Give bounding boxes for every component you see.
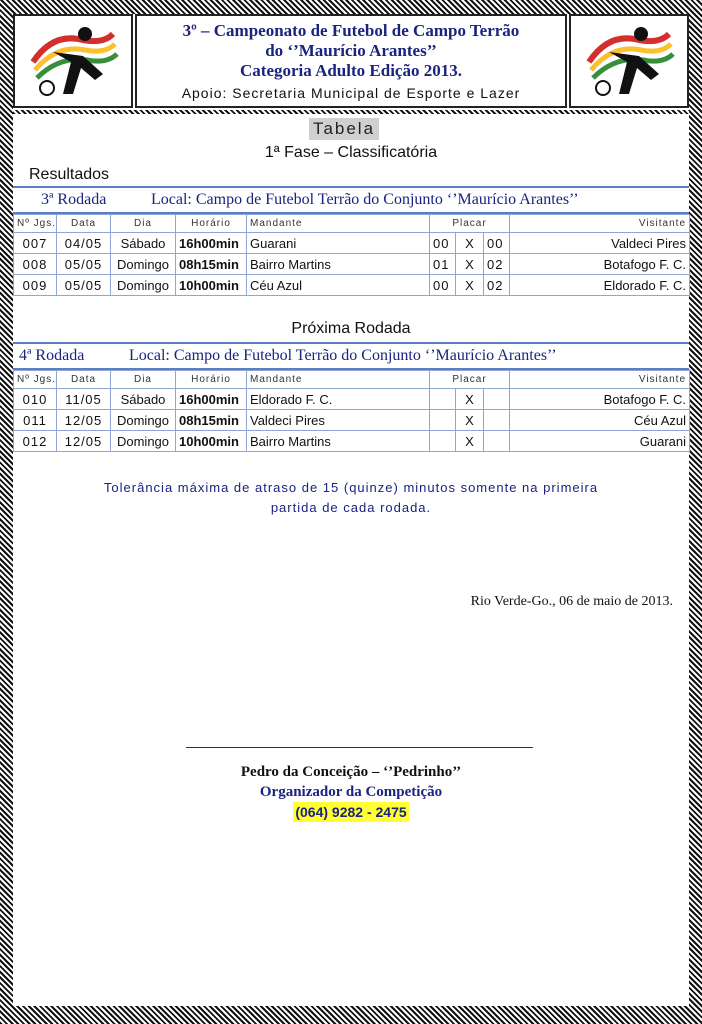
organizer-name: Pedro da Conceição – ‘’Pedrinho’’ [240, 764, 462, 780]
home-score: 00 [430, 275, 456, 296]
home-team: Bairro Martins [247, 431, 430, 452]
logo-left [13, 14, 133, 108]
round-header-4 [13, 342, 689, 370]
game-time: 10h00min [176, 431, 247, 452]
round-location: Local: Campo de Futebol Terrão do Conjunto ‘’Maurício Arantes’’ [151, 191, 579, 208]
game-day: Sábado [111, 389, 176, 410]
home-score [430, 431, 456, 452]
round-header-3 [13, 186, 689, 214]
col-header-score: Placar [430, 215, 510, 233]
col-header-date: Data [57, 215, 111, 233]
home-score [430, 410, 456, 431]
away-score [484, 431, 510, 452]
score-separator: X [456, 254, 484, 275]
game-date: 05/05 [57, 275, 111, 296]
title-line-2: do ‘’Maurício Arantes’’ [265, 41, 437, 60]
score-separator: X [456, 431, 484, 452]
game-time: 10h00min [176, 275, 247, 296]
away-score: 02 [484, 275, 510, 296]
away-score [484, 389, 510, 410]
round-name: 3ª Rodada [41, 191, 107, 208]
game-number: 011 [14, 410, 57, 431]
score-separator: X [456, 275, 484, 296]
game-number: 007 [14, 233, 57, 254]
game-number: 008 [14, 254, 57, 275]
game-date: 12/05 [57, 410, 111, 431]
round-name: 4ª Rodada [19, 347, 85, 364]
organizer-role: Organizador da Competição [259, 784, 443, 800]
home-team: Guarani [247, 233, 430, 254]
home-team: Valdeci Pires [247, 410, 430, 431]
results-label: Resultados [29, 166, 110, 183]
game-day: Domingo [111, 410, 176, 431]
header [13, 14, 689, 110]
championship-title [137, 21, 565, 81]
col-header-home: Mandante [247, 215, 430, 233]
col-header-home: Mandante [247, 371, 430, 389]
col-header-num: Nº Jgs. [14, 215, 57, 233]
tolerance-line-2: partida de cada rodada. [270, 500, 432, 515]
table-header-row [14, 371, 690, 389]
tolerance-notice [53, 478, 649, 518]
game-time: 16h00min [176, 233, 247, 254]
signature-block [13, 762, 689, 823]
home-team: Eldorado F. C. [247, 389, 430, 410]
home-team: Bairro Martins [247, 254, 430, 275]
col-header-time: Horário [176, 371, 247, 389]
game-date: 11/05 [57, 389, 111, 410]
title-line-1: 3º – Campeonato de Futebol de Campo Terrão [182, 21, 520, 40]
round-location: Local: Campo de Futebol Terrão do Conjunto ‘’Maurício Arantes’’ [129, 347, 557, 364]
header-separator [13, 110, 689, 114]
table-row [14, 389, 690, 410]
away-team: Botafogo F. C. [510, 254, 690, 275]
table-row [14, 233, 690, 254]
game-day: Domingo [111, 254, 176, 275]
game-number: 009 [14, 275, 57, 296]
game-number: 012 [14, 431, 57, 452]
tolerance-line-1: Tolerância máxima de atraso de 15 (quinze) minutos somente na primeira [103, 480, 599, 495]
col-header-score: Placar [430, 371, 510, 389]
away-team: Eldorado F. C. [510, 275, 690, 296]
game-day: Sábado [111, 233, 176, 254]
tabela-label: Tabela [309, 118, 379, 140]
table-row [14, 275, 690, 296]
score-separator: X [456, 389, 484, 410]
game-time: 16h00min [176, 389, 247, 410]
organizer-phone: (064) 9282 - 2475 [295, 804, 407, 820]
game-day: Domingo [111, 275, 176, 296]
game-number: 010 [14, 389, 57, 410]
col-header-day: Dia [111, 215, 176, 233]
away-team: Valdeci Pires [510, 233, 690, 254]
home-score: 00 [430, 233, 456, 254]
game-day: Domingo [111, 431, 176, 452]
col-header-num: Nº Jgs. [14, 371, 57, 389]
table-row [14, 431, 690, 452]
game-date: 04/05 [57, 233, 111, 254]
results-table [13, 214, 690, 296]
col-header-away: Visitante [510, 215, 690, 233]
away-team: Guarani [510, 431, 690, 452]
date-place: Rio Verde-Go., 06 de maio de 2013. [470, 594, 673, 609]
table-row [14, 410, 690, 431]
col-header-away: Visitante [510, 371, 690, 389]
schedule-table [13, 370, 690, 452]
away-score: 00 [484, 233, 510, 254]
game-time: 08h15min [176, 254, 247, 275]
game-date: 05/05 [57, 254, 111, 275]
score-separator: X [456, 410, 484, 431]
logo-right [569, 14, 689, 108]
away-score [484, 410, 510, 431]
header-title-box [135, 14, 567, 108]
home-team: Céu Azul [247, 275, 430, 296]
score-separator: X [456, 233, 484, 254]
game-date: 12/05 [57, 431, 111, 452]
phase-title: 1ª Fase – Classificatória [264, 144, 438, 161]
home-score [430, 389, 456, 410]
away-team: Botafogo F. C. [510, 389, 690, 410]
next-round-title: Próxima Rodada [291, 320, 411, 337]
col-header-time: Horário [176, 215, 247, 233]
title-line-3: Categoria Adulto Edição 2013. [240, 61, 462, 80]
support-line: Apoio: Secretaria Municipal de Esporte e Lazer [181, 85, 521, 101]
away-score: 02 [484, 254, 510, 275]
game-time: 08h15min [176, 410, 247, 431]
col-header-day: Dia [111, 371, 176, 389]
document-page [13, 14, 689, 1006]
table-header-row [14, 215, 690, 233]
home-score: 01 [430, 254, 456, 275]
soccer-logo-icon [23, 22, 123, 102]
soccer-logo-icon [579, 22, 679, 102]
away-team: Céu Azul [510, 410, 690, 431]
col-header-date: Data [57, 371, 111, 389]
signature-line [186, 747, 533, 748]
table-row [14, 254, 690, 275]
